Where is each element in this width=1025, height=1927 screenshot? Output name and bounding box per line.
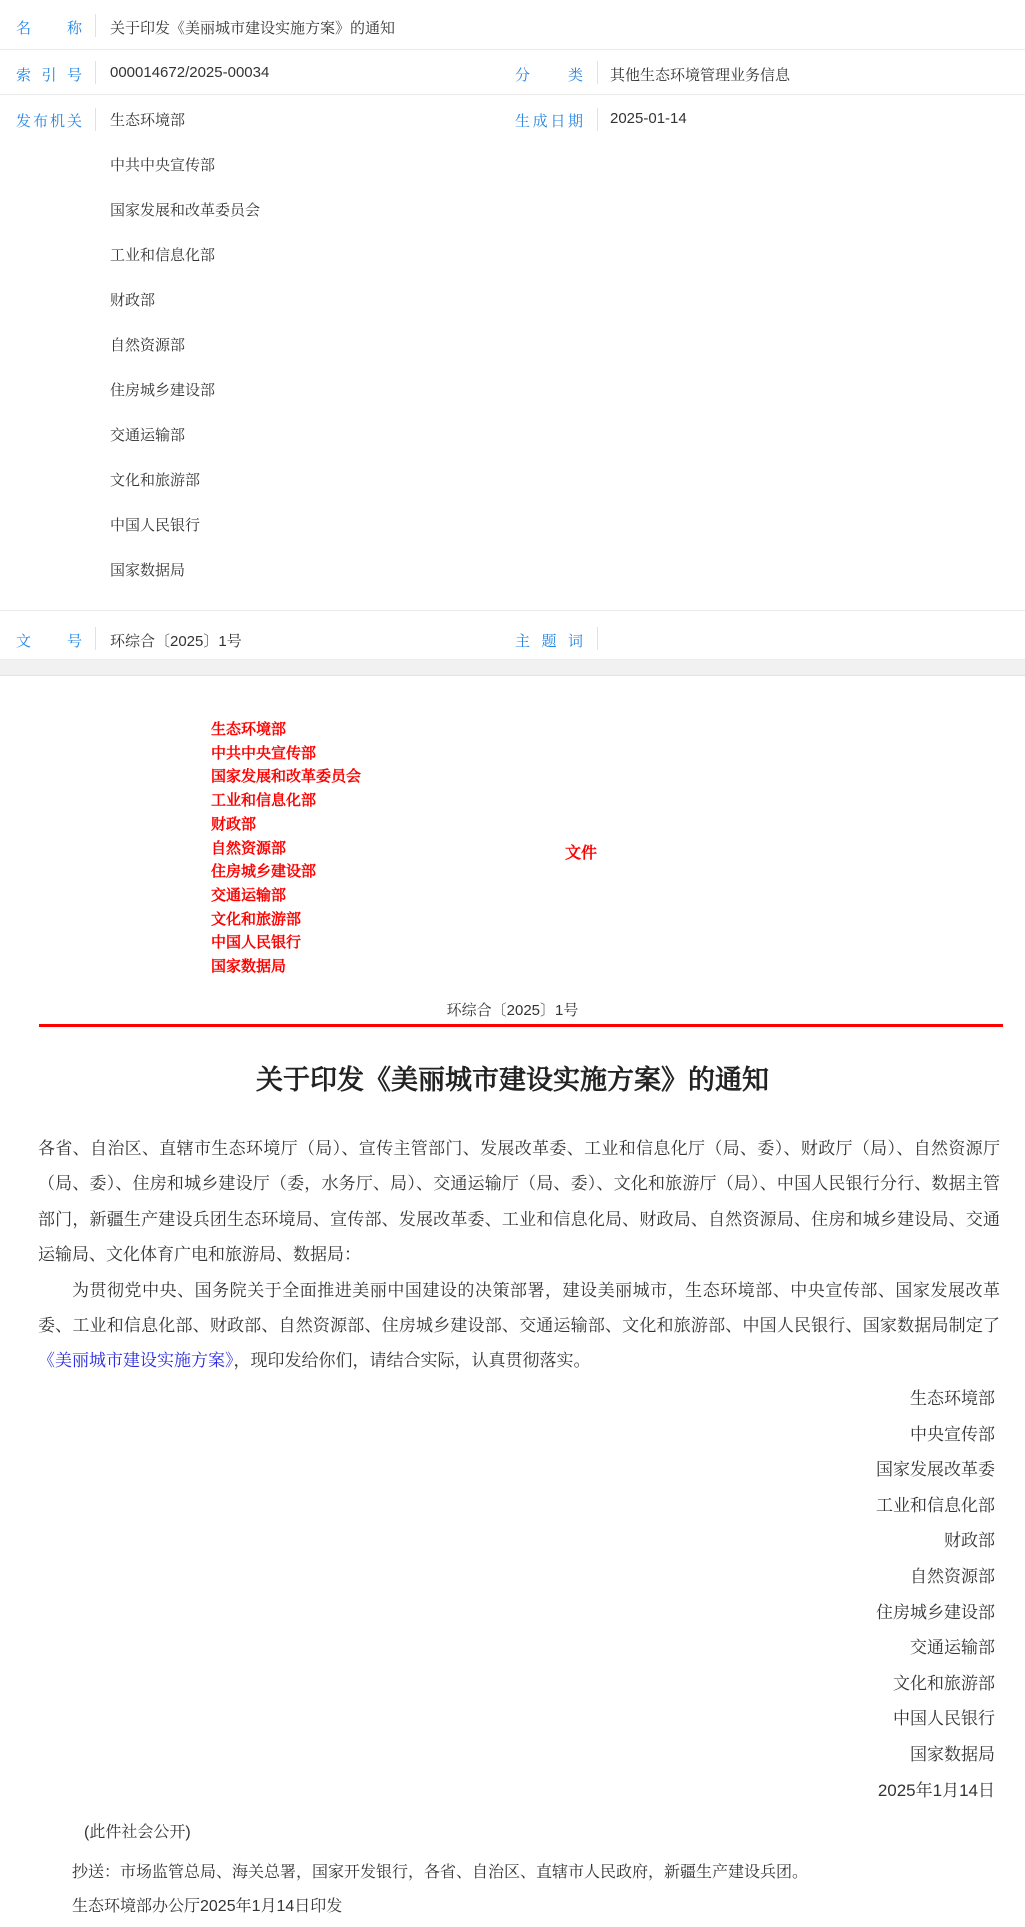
section-separator <box>0 660 1025 676</box>
issuer-agency: 工业和信息化部 <box>110 247 216 264</box>
gen-date-label: 生成日期 <box>515 113 583 130</box>
cc-line: 抄送：市场监管总局、海关总署，国家开发银行，各省、自治区、直辖市人民政府，新疆生产建设兵团。 <box>72 1864 809 1881</box>
issuer-agency: 生态环境部 <box>110 112 186 129</box>
issuer-label: 发布机关 <box>16 113 82 130</box>
letterhead-suffix: 文件 <box>565 845 598 862</box>
letterhead-agency: 住房城乡建设部 <box>211 863 317 881</box>
category-label: 分类 <box>515 67 583 84</box>
signature-line: 住房城乡建设部 <box>876 1602 995 1622</box>
paragraph-recipients: 各省、自治区、直辖市生态环境厅（局）、宣传主管部门、发展改革委、工业和信息化厅（局、委）、财政厅（局）、自然资源厅（局、委）、住房和城乡建设厅（委，水务厅、局）、交通运输厅（局、委）、文化和旅游厅（局）、中国人民银行分行、数据主管部门，新疆生产建设兵团生态环境局、宣传部、发展改革委、工业和信息化局、财政局、自然资源局、住房和城乡建设局、交通运输局、文化体育广电和旅游局、数据局： <box>38 1139 1000 1265</box>
red-divider-line <box>39 1024 1003 1027</box>
signature-line: 中国人民银行 <box>893 1709 995 1729</box>
print-line: 生态环境部办公厅2025年1月14日印发 <box>72 1898 343 1915</box>
paragraph-main-after-link: ，现印发给你们，请结合实际，认真贯彻落实。 <box>233 1351 591 1371</box>
issuer-agency-list <box>110 98 260 593</box>
divider <box>597 61 598 84</box>
issuer-agency: 文化和旅游部 <box>110 472 201 489</box>
divider <box>95 61 96 84</box>
signature-line: 交通运输部 <box>910 1638 995 1658</box>
signature-line: 文化和旅游部 <box>893 1673 995 1693</box>
document-body <box>38 1131 1000 1379</box>
category-value: 其他生态环境管理业务信息 <box>610 67 791 84</box>
signature-line: 财政部 <box>944 1531 995 1551</box>
divider <box>597 108 598 131</box>
paragraph-main <box>38 1273 1000 1379</box>
signature-list <box>38 1381 995 1808</box>
paragraph-main-before-link: 为贯彻党中央、国务院关于全面推进美丽中国建设的决策部署，建设美丽城市，生态环境部、中央宣传部、国家发展改革委、工业和信息化部、财政部、自然资源部、住房城乡建设部、交通运输部、文化和旅游部、中国人民银行、国家数据局制定了 <box>38 1280 1000 1336</box>
issuer-agency: 中国人民银行 <box>110 517 201 534</box>
issuer-agency: 住房城乡建设部 <box>110 382 216 399</box>
letterhead-agency: 中共中央宣传部 <box>211 744 317 762</box>
issuer-agency: 交通运输部 <box>110 427 186 444</box>
doc-no-label: 文号 <box>16 633 82 650</box>
letterhead-agency: 工业和信息化部 <box>211 792 317 810</box>
divider <box>95 108 96 131</box>
divider <box>95 627 96 650</box>
issuer-agency: 财政部 <box>110 292 156 309</box>
info-row-docno <box>0 611 1025 660</box>
issuer-agency: 自然资源部 <box>110 337 186 354</box>
divider <box>95 14 96 37</box>
signature-line: 生态环境部 <box>910 1389 995 1408</box>
public-disclosure-note: (此件社会公开) <box>84 1824 191 1841</box>
letterhead-agency: 自然资源部 <box>211 839 287 857</box>
letterhead-agency: 交通运输部 <box>211 886 287 904</box>
signature-line: 中央宣传部 <box>910 1424 995 1444</box>
signature-line: 国家发展改革委 <box>876 1460 995 1480</box>
issuer-agency: 中共中央宣传部 <box>110 157 216 174</box>
subject-label: 主题词 <box>515 633 583 650</box>
issuer-agency: 国家发展和改革委员会 <box>110 202 261 219</box>
index-value: 000014672/2025-00034 <box>110 64 270 81</box>
info-row-name <box>0 0 1025 50</box>
signature-line: 自然资源部 <box>910 1566 995 1586</box>
divider <box>597 627 598 650</box>
letterhead-agency-list <box>211 718 361 979</box>
info-row-index <box>0 50 1025 95</box>
signature-line: 2025年1月14日 <box>877 1780 995 1800</box>
letterhead-agency: 文化和旅游部 <box>211 910 302 928</box>
index-label: 索引号 <box>16 67 82 84</box>
document-title: 关于印发《美丽城市建设实施方案》的通知 <box>256 1065 769 1095</box>
letterhead-agency: 财政部 <box>211 815 257 833</box>
plan-document-link[interactable]: 《美丽城市建设实施方案》 <box>38 1351 234 1371</box>
info-row-issuer <box>0 95 1025 611</box>
letterhead-agency: 生态环境部 <box>211 721 287 738</box>
signature-line: 国家数据局 <box>910 1744 995 1764</box>
letterhead-agency: 国家发展和改革委员会 <box>211 768 362 786</box>
doc-no-value: 环综合〔2025〕1号 <box>110 633 242 650</box>
signature-line: 工业和信息化部 <box>876 1495 995 1515</box>
letterhead-agency: 中国人民银行 <box>211 934 302 952</box>
letterhead-agency: 国家数据局 <box>211 958 287 976</box>
document-number: 环综合〔2025〕1号 <box>446 1002 579 1019</box>
gen-date-value: 2025-01-14 <box>610 110 687 127</box>
name-value: 关于印发《美丽城市建设实施方案》的通知 <box>110 20 396 37</box>
name-label: 名称 <box>16 20 82 37</box>
issuer-agency: 国家数据局 <box>110 562 186 579</box>
